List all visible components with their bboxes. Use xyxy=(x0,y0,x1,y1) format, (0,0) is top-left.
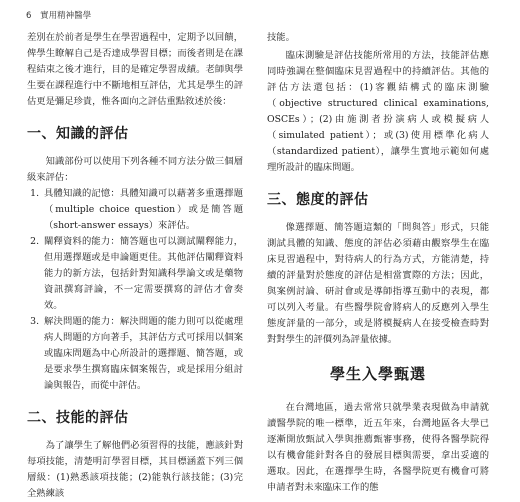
admission-paragraph: 在台灣地區，過去常常只就學業表現做為申請就讀醫學院的唯一標準，近五年來，台灣地區各大學已逐漸開放甄試入學與推薦甄審事務，使得各醫學院得以有機會能針對各自的發展目標與需要，拿出妥適的選取。因此，在選擇學生時，各醫學院更有機會可將申請者對未來臨床工作的態 xyxy=(267,401,489,493)
skills-intro: 為了讓學生了解他們必須習得的技能，應該針對每項技能，清楚明訂學習目標，其目標涵蓋下列三個層級：(1)熟悉該項技能；(2)能執行該技能；(3)完全熟練該 xyxy=(27,439,243,499)
section-skills-title: 二、技能的評估 xyxy=(27,409,129,426)
right-column xyxy=(267,30,489,496)
page-number: 6 xyxy=(26,11,32,21)
section-attitude-title: 三、態度的評估 xyxy=(267,191,369,208)
list-item: 1. 具體知識的記憶：具體知識可以藉著多重選擇題（multiple choice question）或是簡答題（short-answer essays）來評估。 xyxy=(42,186,243,234)
book-title: 實用精神醫學 xyxy=(40,11,92,21)
chapter-admission-title: 學生入學甄選 xyxy=(329,364,426,383)
clinical-assessment-paragraph: 臨床測驗是評估技能所常用的方法，技能評估應同時強調在整個臨床見習過程中的持續評估。其他的評估方法還包括：(1)客觀結構式的臨床測驗（objective structured clinical examinations, OSCEs）；(2)由施測者扮演病人或模擬病人（simulated patient）；或(3)使用標準化病人（standardized patient），讓學生實地示範如何處理所設計的臨床問題。 xyxy=(267,49,489,173)
left-column xyxy=(27,30,243,502)
intro-paragraph: 差別在於前者是學生在學習過程中，定期予以回饋，俾學生瞭解自己是否達成學習目標；而後者則是在課程結束之後才進行，目的是確定學習成績。老師與學生要在課程進行中不斷地相互評估，尤其是學生的評估更是彌足珍貴，惟各面向之評估重點敘述於後： xyxy=(27,32,243,107)
running-header xyxy=(26,9,91,21)
attitude-paragraph: 像選擇題、簡答題這類的「問與答」形式，只能測試具體的知識、態度的評估必須藉由觀察學生在臨床見習過程中，對待病人的行為方式，方能清楚，持續的評量對於態度的評估是相當實際的方法；因此，與案例討論、研討會或是導師指導互動中的表現，都可以列入考量。有些醫學院會將病人的反應列入學生態度評量的一部分，或是將模擬病人在接受檢查時對對對學生的評價列為評量依據。 xyxy=(267,221,489,345)
knowledge-intro: 知識部份可以使用下列各種不同方法分做三個層級來評估： xyxy=(27,156,243,183)
list-item: 2. 闡釋資料的能力：簡答題也可以測試闡釋能力，但用選擇題或是申論題更佳。其他評估闡釋資料能力的新方法，包括針對知識科學論文或是藥物資訊撰寫評論，不一定需要撰寫的評估才會奏效。 xyxy=(42,234,243,314)
list-item: 3. 解決問題的能力：解決問題的能力則可以從處理病人問題的方向著手，其評估方式可採用以個案或臨床問題為中心所設計的選擇題、簡答題，或是要求學生撰寫臨床個案報告，或是採用分組討論與報告，而從中評估。 xyxy=(42,314,243,394)
section-knowledge-title: 一、知識的評估 xyxy=(27,125,129,142)
knowledge-list xyxy=(27,186,243,394)
continuation-text: 技能。 xyxy=(267,32,295,43)
